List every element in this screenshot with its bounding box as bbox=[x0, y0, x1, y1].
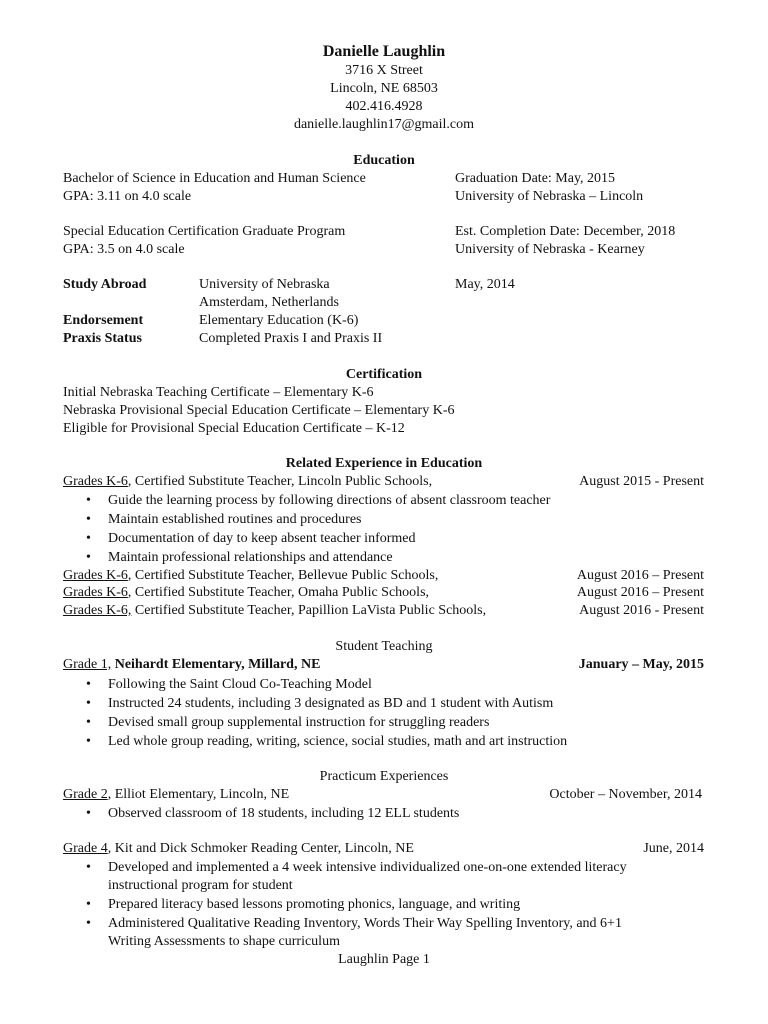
study-abroad-label: Study Abroad bbox=[63, 277, 147, 292]
role-text: , Certified Substitute Teacher, Lincoln Public Schools, bbox=[127, 474, 433, 489]
degree1-gpa: GPA: 3.11 on 4.0 scale bbox=[63, 189, 192, 204]
certification-item: Initial Nebraska Teaching Certificate – Elementary K-6 bbox=[63, 385, 374, 400]
street-address: 3716 X Street bbox=[345, 63, 423, 78]
experience-bullet: Guide the learning process by following directions of absent classroom teacher bbox=[108, 493, 551, 508]
bullet-icon: • bbox=[86, 677, 91, 692]
degree1-date: Graduation Date: May, 2015 bbox=[455, 171, 616, 186]
grade-label: Grades K-6 bbox=[63, 474, 128, 489]
role-text: Certified Substitute Teacher, Papillion LaVista Public Schools, bbox=[131, 603, 487, 618]
practicum-schmoker-date: June, 2014 bbox=[643, 841, 704, 856]
student-teaching-heading: Student Teaching bbox=[335, 639, 433, 654]
grade-label: Grades K-6 bbox=[63, 585, 128, 600]
practicum-bullet: Administered Qualitative Reading Inventory, Words Their Way Spelling Inventory, and 6+1 bbox=[108, 916, 622, 931]
experience-papillion-date: August 2016 - Present bbox=[579, 603, 704, 618]
email-address[interactable]: danielle.laughlin17@gmail.com bbox=[293, 117, 475, 132]
grade-label: Grade 1, bbox=[63, 657, 112, 672]
practicum-bullet-continuation: instructional program for student bbox=[108, 878, 293, 893]
practicum-elliot-title bbox=[63, 786, 289, 804]
practicum-bullet-continuation: Writing Assessments to shape curriculum bbox=[108, 934, 340, 949]
grade-label: Grade 2 bbox=[63, 787, 108, 802]
experience-bellevue-title bbox=[63, 567, 438, 585]
phone-number: 402.416.4928 bbox=[345, 99, 423, 114]
experience-bullet: Maintain professional relationships and attendance bbox=[108, 550, 393, 565]
bullet-icon: • bbox=[86, 512, 91, 527]
praxis-value: Completed Praxis I and Praxis II bbox=[199, 331, 383, 346]
applicant-name: Danielle Laughlin bbox=[322, 43, 446, 60]
study-abroad-school: University of Nebraska bbox=[199, 277, 330, 292]
education-heading: Education bbox=[353, 153, 415, 168]
praxis-label: Praxis Status bbox=[63, 331, 142, 346]
page-footer: Laughlin Page 1 bbox=[338, 952, 430, 967]
school-text: Neihardt Elementary, Millard, NE bbox=[111, 657, 321, 672]
experience-papillion-title bbox=[63, 602, 486, 620]
student-teaching-date: January – May, 2015 bbox=[578, 657, 704, 672]
degree2-gpa: GPA: 3.5 on 4.0 scale bbox=[63, 242, 185, 257]
student-teaching-bullet: Devised small group supplemental instruction for struggling readers bbox=[108, 715, 490, 730]
study-abroad-date: May, 2014 bbox=[455, 277, 515, 292]
student-teaching-bullet: Instructed 24 students, including 3 designated as BD and 1 student with Autism bbox=[108, 696, 554, 711]
certification-heading: Certification bbox=[345, 367, 423, 382]
experience-bellevue-date: August 2016 – Present bbox=[576, 568, 704, 583]
practicum-bullet: Observed classroom of 18 students, including 12 ELL students bbox=[108, 806, 460, 821]
bullet-icon: • bbox=[86, 715, 91, 730]
student-teaching-bullet: Following the Saint Cloud Co-Teaching Model bbox=[108, 677, 372, 692]
experience-omaha-date: August 2016 – Present bbox=[576, 585, 704, 600]
grade-label: Grades K-6, bbox=[63, 603, 132, 618]
student-teaching-bullet: Led whole group reading, writing, science, social studies, math and art instruction bbox=[108, 734, 568, 749]
bullet-icon: • bbox=[86, 897, 91, 912]
practicum-bullet: Developed and implemented a 4 week intensive individualized one-on-one extended literacy bbox=[108, 860, 627, 875]
certification-item: Eligible for Provisional Special Education Certificate – K-12 bbox=[63, 421, 405, 436]
bullet-icon: • bbox=[86, 493, 91, 508]
endorsement-value: Elementary Education (K-6) bbox=[199, 313, 359, 328]
experience-bullet: Maintain established routines and procedures bbox=[108, 512, 362, 527]
experience-lps-title bbox=[63, 473, 432, 491]
grade-label: Grades K-6 bbox=[63, 568, 128, 583]
practicum-elliot-date: October – November, 2014 bbox=[549, 787, 702, 802]
practicum-schmoker-title bbox=[63, 840, 414, 858]
bullet-icon: • bbox=[86, 916, 91, 931]
school-text: , Kit and Dick Schmoker Reading Center, Lincoln, NE bbox=[107, 841, 414, 856]
city-state-zip: Lincoln, NE 68503 bbox=[330, 81, 438, 96]
study-abroad-location: Amsterdam, Netherlands bbox=[199, 295, 339, 310]
bullet-icon: • bbox=[86, 696, 91, 711]
bullet-icon: • bbox=[86, 860, 91, 875]
practicum-bullet: Prepared literacy based lessons promoting phonics, language, and writing bbox=[108, 897, 521, 912]
degree2-school: University of Nebraska - Kearney bbox=[455, 242, 645, 257]
degree1-title: Bachelor of Science in Education and Human Science bbox=[63, 171, 366, 186]
experience-lps-date: August 2015 - Present bbox=[579, 474, 704, 489]
role-text: , Certified Substitute Teacher, Bellevue Public Schools, bbox=[127, 568, 439, 583]
school-text: , Elliot Elementary, Lincoln, NE bbox=[107, 787, 290, 802]
bullet-icon: • bbox=[86, 734, 91, 749]
endorsement-label: Endorsement bbox=[63, 313, 144, 328]
bullet-icon: • bbox=[86, 531, 91, 546]
degree2-title: Special Education Certification Graduate Program bbox=[63, 224, 346, 239]
experience-omaha-title bbox=[63, 584, 429, 602]
role-text: , Certified Substitute Teacher, Omaha Public Schools, bbox=[127, 585, 430, 600]
student-teaching-title bbox=[63, 656, 320, 674]
grade-label: Grade 4 bbox=[63, 841, 108, 856]
experience-bullet: Documentation of day to keep absent teacher informed bbox=[108, 531, 416, 546]
degree2-date: Est. Completion Date: December, 2018 bbox=[455, 224, 676, 239]
degree1-school: University of Nebraska – Lincoln bbox=[455, 189, 644, 204]
bullet-icon: • bbox=[86, 806, 91, 821]
experience-heading: Related Experience in Education bbox=[285, 456, 483, 471]
bullet-icon: • bbox=[86, 550, 91, 565]
certification-item: Nebraska Provisional Special Education Certificate – Elementary K-6 bbox=[63, 403, 455, 418]
practicum-heading: Practicum Experiences bbox=[319, 769, 449, 784]
